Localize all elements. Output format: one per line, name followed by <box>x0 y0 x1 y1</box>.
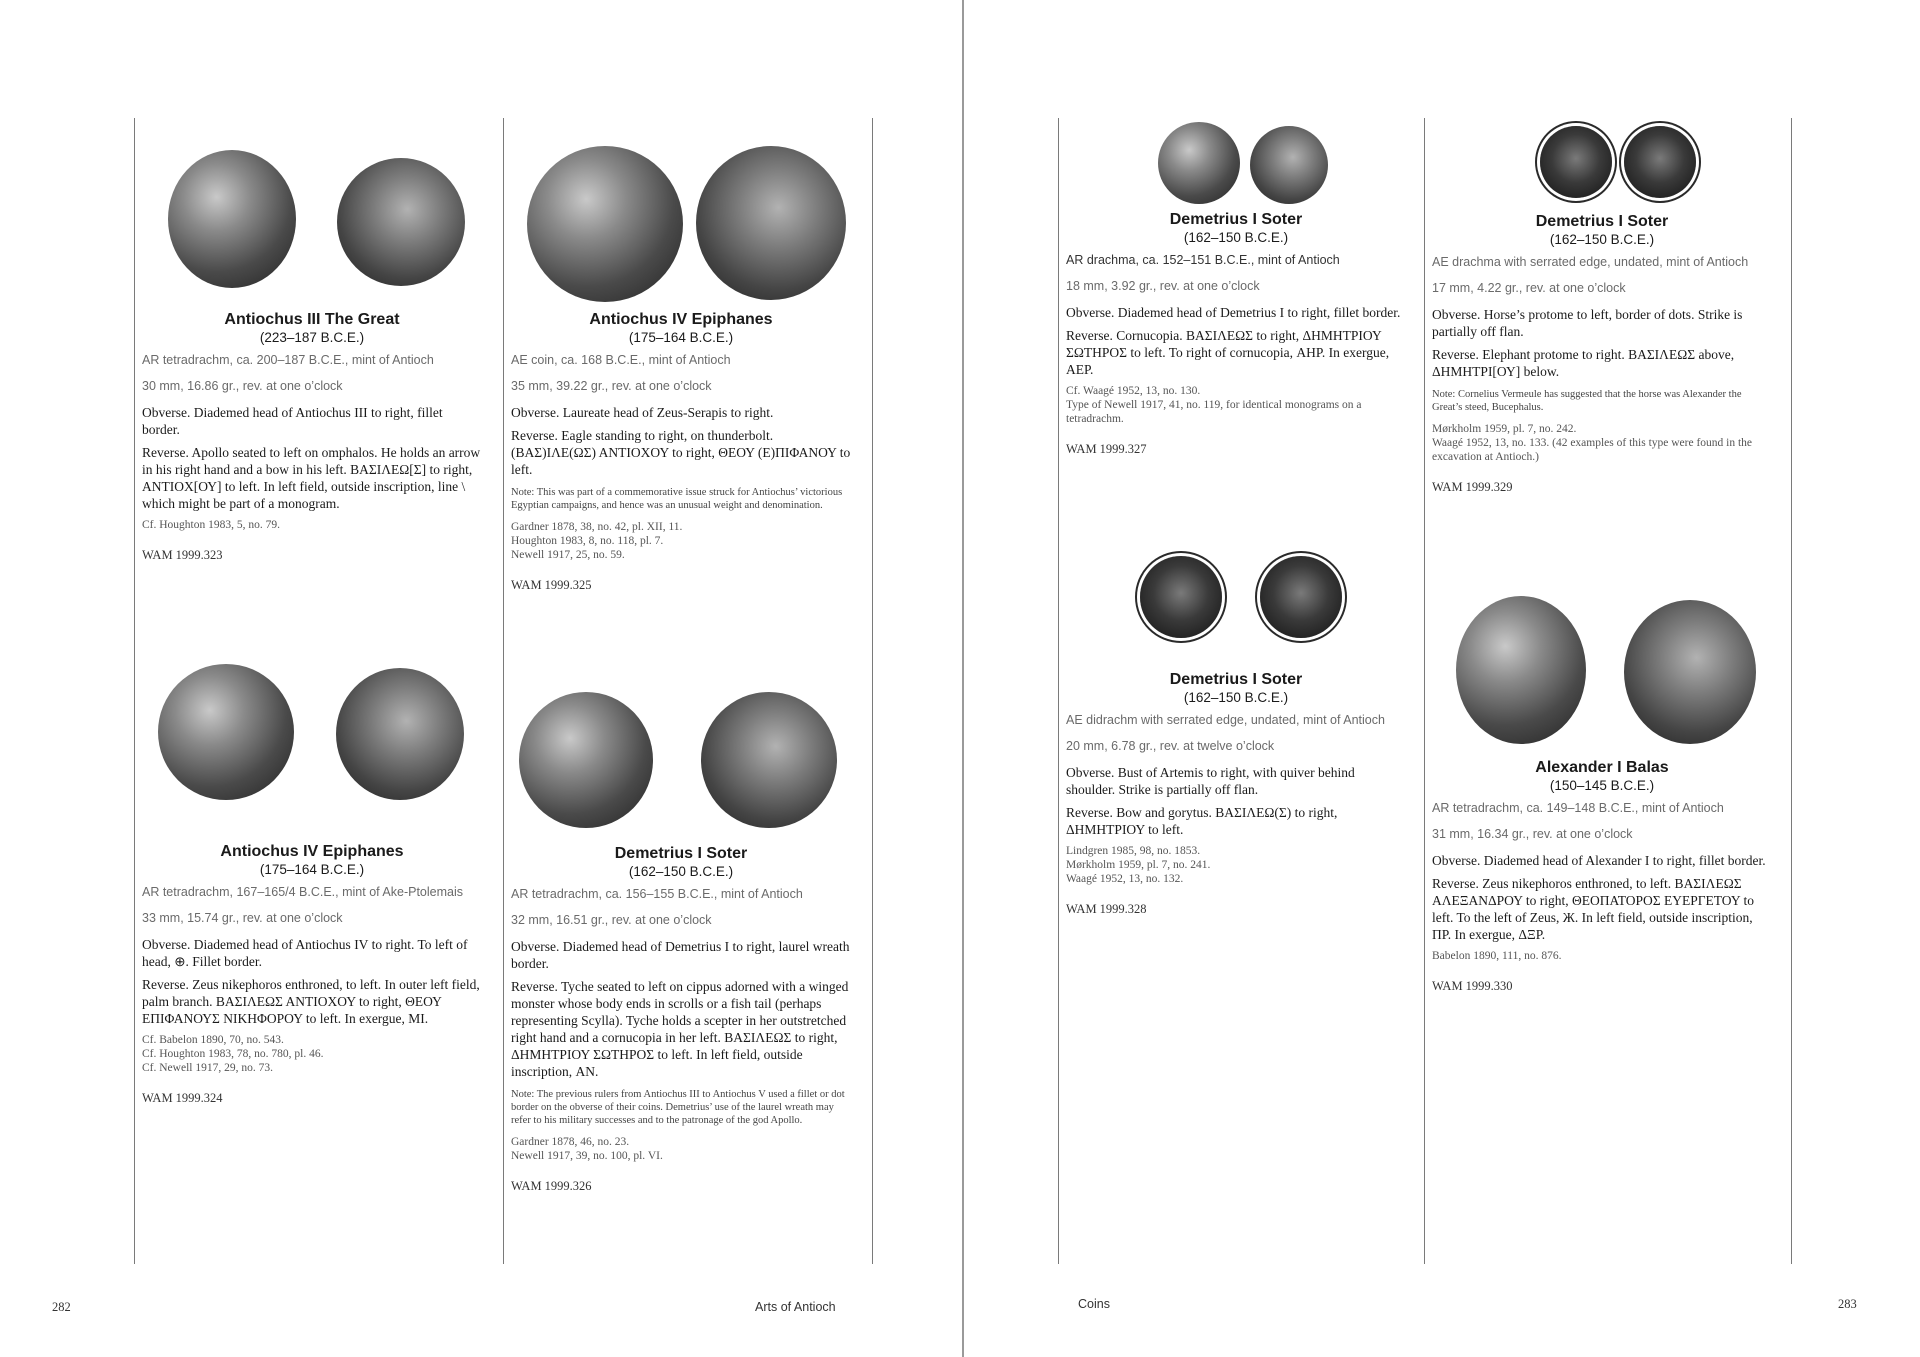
coin-type: AR tetradrachm, 167–165/4 B.C.E., mint of Ake-Ptolemais <box>142 885 463 899</box>
coin-type: AR tetradrachm, ca. 200–187 B.C.E., mint of Antioch <box>142 353 434 367</box>
coin-type: AR tetradrachm, ca. 156–155 B.C.E., mint of Antioch <box>511 887 803 901</box>
reverse-description: Reverse. Bow and gorytus. ΒΑΣΙΛΕΩ(Σ) to right, ΔΗΜΗΤΡΙΟΥ to left. <box>1066 805 1338 837</box>
note: Note: Cornelius Vermeule has suggested that the horse was Alexander the Great’s steed, Bucephalus. <box>1432 389 1742 413</box>
coin-reverse-image <box>336 668 464 800</box>
ruler-name: Antiochus IV Epiphanes <box>589 311 773 328</box>
reference: Newell 1917, 39, no. 100, pl. VI. <box>511 1150 663 1162</box>
running-head: Arts of Antioch <box>755 1300 836 1314</box>
coin-reverse-image <box>1624 126 1696 198</box>
column-rule <box>503 118 504 1264</box>
reference: Cf. Newell 1917, 29, no. 73. <box>142 1062 273 1074</box>
coin-reverse-image <box>696 146 846 300</box>
obverse-description: Obverse. Diademed head of Antiochus III to right, fillet border. <box>142 405 443 437</box>
column-rule <box>1424 118 1425 1264</box>
accession-number: WAM 1999.327 <box>1066 442 1147 456</box>
ruler-name: Antiochus IV Epiphanes <box>220 843 404 860</box>
coin-obverse-image <box>527 146 683 302</box>
reference: Babelon 1890, 111, no. 876. <box>1432 950 1562 962</box>
note: Note: This was part of a commemorative issue struck for Antiochus’ victorious Egyptian campaigns, and hence was an unusual weight and denomination. <box>511 487 843 511</box>
coin-type: AR drachma, ca. 152–151 B.C.E., mint of Antioch <box>1066 253 1340 267</box>
running-head: Coins <box>1078 1297 1110 1311</box>
accession-number: WAM 1999.330 <box>1432 979 1513 993</box>
accession-number: WAM 1999.324 <box>142 1091 223 1105</box>
ruler-name: Demetrius I Soter <box>1169 671 1303 688</box>
reference: Mørkholm 1959, pl. 7, no. 241. <box>1066 859 1211 871</box>
obverse-description: Obverse. Diademed head of Demetrius I to right, fillet border. <box>1066 305 1401 320</box>
obverse-description: Obverse. Bust of Artemis to right, with quiver behind shoulder. Strike is partially off flan. <box>1066 765 1355 797</box>
obverse-description: Obverse. Diademed head of Antiochus IV to right. To left of head, ⊕. Fillet border. <box>142 937 468 969</box>
page-number: 283 <box>1838 1297 1857 1311</box>
reference: Waagé 1952, 13, no. 133. (42 examples of this type were found in the excavation at Antioch.) <box>1432 437 1753 463</box>
column-rule <box>872 118 873 1264</box>
coin-reverse-image <box>337 158 465 286</box>
reverse-description: Reverse. Eagle standing to right, on thunderbolt. (ΒΑΣ)ΙΛΕ(ΩΣ) ΑΝΤΙΟΧΟΥ to right, ΘΕΟΥ (Ε)ΠΙΦΑΝΟΥ to left. <box>511 428 851 477</box>
book-gutter <box>962 0 964 1357</box>
coin-obverse-image <box>519 692 653 828</box>
reign-dates: (162–150 B.C.E.) <box>628 864 734 879</box>
reign-dates: (162–150 B.C.E.) <box>1549 232 1655 247</box>
coin-obverse-image <box>168 150 296 288</box>
note: Note: The previous rulers from Antiochus III to Antiochus V used a fillet or dot border on the obverse of their coins. Demetrius’ use of the laurel wreath may refer to his military successes and to the patronage of the god Apollo. <box>511 1089 845 1126</box>
reign-dates: (150–145 B.C.E.) <box>1549 778 1655 793</box>
ruler-name: Antiochus III The Great <box>224 311 400 328</box>
coin-physical: 17 mm, 4.22 gr., rev. at one o’clock <box>1432 281 1626 295</box>
coin-type: AE didrachm with serrated edge, undated, mint of Antioch <box>1066 713 1385 727</box>
reference: Houghton 1983, 8, no. 118, pl. 7. <box>511 535 664 547</box>
coin-physical: 20 mm, 6.78 gr., rev. at twelve o’clock <box>1066 739 1275 753</box>
accession-number: WAM 1999.326 <box>511 1179 592 1193</box>
accession-number: WAM 1999.328 <box>1066 902 1147 916</box>
accession-number: WAM 1999.325 <box>511 578 592 592</box>
reverse-description: Reverse. Zeus nikephoros enthroned, to left. In outer left field, palm branch. ΒΑΣΙΛΕΩΣ ΑΝΤΙΟΧΟΥ to right, ΘΕΟΥ ΕΠΙΦΑΝΟΥΣ ΝΙΚΗΦΟΡΟΥ to left. In exergue, ΜΙ. <box>142 977 480 1026</box>
reference: Lindgren 1985, 98, no. 1853. <box>1066 845 1201 857</box>
coin-entry <box>1432 122 1772 495</box>
coin-reverse-image <box>1260 556 1342 638</box>
reverse-description: Reverse. Cornucopia. ΒΑΣΙΛΕΩΣ to right, ΔΗΜΗΤΡΙΟΥ ΣΩΤΗΡΟΣ to left. To right of cornucopia, ΑΗΡ. In exergue, ΑΕΡ. <box>1066 328 1390 377</box>
coin-obverse-image <box>1540 126 1612 198</box>
obverse-description: Obverse. Diademed head of Demetrius I to right, laurel wreath border. <box>511 939 850 971</box>
accession-number: WAM 1999.329 <box>1432 480 1513 494</box>
coin-physical: 35 mm, 39.22 gr., rev. at one o’clock <box>511 379 712 393</box>
reign-dates: (175–164 B.C.E.) <box>628 330 734 345</box>
coin-entry <box>1432 592 1772 994</box>
column-rule <box>1058 118 1059 1264</box>
coin-entry <box>1066 122 1406 457</box>
column-rule <box>1791 118 1792 1264</box>
ruler-name: Demetrius I Soter <box>1169 211 1303 228</box>
reverse-description: Reverse. Apollo seated to left on omphalos. He holds an arrow in his right hand and a bow in his left. ΒΑΣΙΛΕΩ[Σ] to right, ΑΝΤΙΟΧ[ΟΥ] to left. In left field, outside inscription, line \ which might be part of a monogram. <box>142 445 481 511</box>
reference: Cf. Houghton 1983, 78, no. 780, pl. 46. <box>142 1048 324 1060</box>
ruler-name: Demetrius I Soter <box>1535 213 1669 230</box>
ruler-name: Alexander I Balas <box>1535 759 1669 776</box>
coin-entry <box>142 664 482 1106</box>
reign-dates: (223–187 B.C.E.) <box>259 330 365 345</box>
reference: Waagé 1952, 13, no. 132. <box>1066 873 1184 885</box>
coin-type: AR tetradrachm, ca. 149–148 B.C.E., mint of Antioch <box>1432 801 1724 815</box>
reference: Newell 1917, 25, no. 59. <box>511 549 625 561</box>
coin-physical: 18 mm, 3.92 gr., rev. at one o’clock <box>1066 279 1260 293</box>
obverse-description: Obverse. Horse’s protome to left, border of dots. Strike is partially off flan. <box>1432 307 1743 339</box>
coin-physical: 32 mm, 16.51 gr., rev. at one o’clock <box>511 913 712 927</box>
coin-physical: 31 mm, 16.34 gr., rev. at one o’clock <box>1432 827 1633 841</box>
coin-entry <box>1066 556 1406 917</box>
coin-reverse-image <box>701 692 837 828</box>
coin-reverse-image <box>1624 600 1756 744</box>
reverse-description: Reverse. Zeus nikephoros enthroned, to left. ΒΑΣΙΛΕΩΣ ΑΛΕΞΑΝΔΡΟΥ to right, ΘΕΟΠΑΤΟΡΟΣ ΕΥΕΡΓΕΤΟΥ to left. To the left of Zeus, Ж. In left field, outside inscription, ΠΡ. In exergue, ΔΞΡ. <box>1432 876 1754 942</box>
obverse-description: Obverse. Laureate head of Zeus-Serapis to right. <box>511 405 774 420</box>
reverse-description: Reverse. Tyche seated to left on cippus adorned with a winged monster whose body ends in scrolls or a fish tail (perhaps representing Scylla). Tyche holds a scepter in her outstretched right hand and a cornucopia in her left. ΒΑΣΙΛΕΩΣ to right, ΔΗΜΗΤΡΙΟΥ ΣΩΤΗΡΟΣ to left. In left field, outside inscription, ΑΝ. <box>511 979 849 1079</box>
reference: Cf. Houghton 1983, 5, no. 79. <box>142 519 280 531</box>
coin-entry <box>511 692 851 1194</box>
reverse-description: Reverse. Elephant protome to right. ΒΑΣΙΛΕΩΣ above, ΔΗΜΗΤΡΙ[ΟΥ] below. <box>1432 347 1735 379</box>
coin-obverse-image <box>1140 556 1222 638</box>
obverse-description: Obverse. Diademed head of Alexander I to right, fillet border. <box>1432 853 1766 868</box>
coin-reverse-image <box>1250 126 1328 204</box>
reference: Mørkholm 1959, pl. 7, no. 242. <box>1432 423 1577 435</box>
coin-obverse-image <box>1456 596 1586 744</box>
reference: Gardner 1878, 38, no. 42, pl. XII, 11. <box>511 521 683 533</box>
reign-dates: (162–150 B.C.E.) <box>1183 230 1289 245</box>
reference: Cf. Waagé 1952, 13, no. 130. <box>1066 385 1201 397</box>
reference: Cf. Babelon 1890, 70, no. 543. <box>142 1034 284 1046</box>
coin-type: AE drachma with serrated edge, undated, mint of Antioch <box>1432 255 1749 269</box>
coin-entry <box>511 146 851 593</box>
column-rule <box>134 118 135 1264</box>
coin-physical: 33 mm, 15.74 gr., rev. at one o’clock <box>142 911 343 925</box>
coin-physical: 30 mm, 16.86 gr., rev. at one o’clock <box>142 379 343 393</box>
reign-dates: (175–164 B.C.E.) <box>259 862 365 877</box>
coin-obverse-image <box>158 664 294 800</box>
coin-obverse-image <box>1158 122 1240 204</box>
ruler-name: Demetrius I Soter <box>614 845 748 862</box>
page-number: 282 <box>52 1300 71 1314</box>
accession-number: WAM 1999.323 <box>142 548 223 562</box>
coin-entry <box>142 150 482 563</box>
reference: Type of Newell 1917, 41, no. 119, for identical monograms on a tetradrachm. <box>1066 399 1362 425</box>
coin-type: AE coin, ca. 168 B.C.E., mint of Antioch <box>511 353 731 367</box>
reign-dates: (162–150 B.C.E.) <box>1183 690 1289 705</box>
reference: Gardner 1878, 46, no. 23. <box>511 1136 630 1148</box>
